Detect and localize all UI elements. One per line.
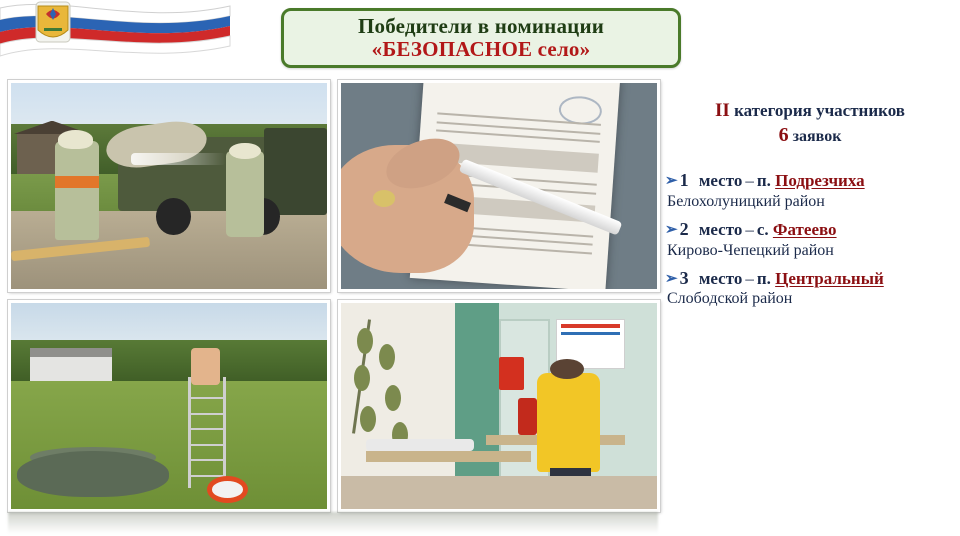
arrow-bullet-icon: ➢ — [665, 270, 678, 287]
photo-fire-extinguisher-training — [338, 300, 660, 512]
place-number: 3 — [679, 267, 689, 288]
category-line — [665, 100, 955, 122]
title-banner — [281, 8, 681, 68]
place-item-2 — [665, 218, 955, 261]
arrow-bullet-icon: ➢ — [665, 221, 678, 238]
photo-document-signing — [338, 80, 660, 292]
results-panel — [665, 100, 955, 315]
place-district: Слободской район — [667, 290, 793, 308]
place-settlement: Подрезчиха — [775, 171, 865, 190]
photo-firefighters-training — [8, 80, 330, 292]
place-settlement: Фатеево — [772, 219, 837, 239]
place-district: Белохолуницкий район — [667, 192, 825, 210]
place-district: Кирово-Чепецкий район — [667, 241, 834, 259]
category-label: категория участников — [734, 101, 905, 120]
place-dash: – — [745, 219, 754, 239]
place-dash: – — [745, 171, 754, 190]
place-dash: – — [745, 268, 754, 288]
kirov-oblast-flag-ribbon — [0, 0, 280, 66]
photo-reflection — [8, 512, 658, 534]
coat-of-arms-icon — [36, 2, 70, 42]
category-roman: II — [715, 100, 730, 121]
applications-count: 6 — [778, 124, 789, 146]
place-word: место — [698, 219, 743, 239]
place-number: 2 — [679, 218, 689, 239]
place-type: п. — [756, 268, 771, 288]
arrow-bullet-icon: ➢ — [665, 173, 678, 189]
place-word: место — [698, 171, 743, 190]
title-line-2: «БЕЗОПАСНОЕ село» — [371, 36, 591, 61]
place-word: место — [698, 268, 743, 288]
place-settlement: Центральный — [775, 268, 884, 288]
place-type: с. — [756, 219, 769, 239]
photo-grid — [8, 80, 658, 512]
place-item-1 — [665, 169, 955, 212]
place-number: 1 — [679, 170, 689, 190]
place-type: п. — [756, 171, 771, 190]
title-line-1: Победители в номинации — [357, 13, 605, 38]
applications-label: заявок — [792, 128, 842, 145]
place-item-3 — [665, 267, 955, 310]
photo-rescue-post — [8, 300, 330, 512]
applications-line — [665, 124, 955, 147]
